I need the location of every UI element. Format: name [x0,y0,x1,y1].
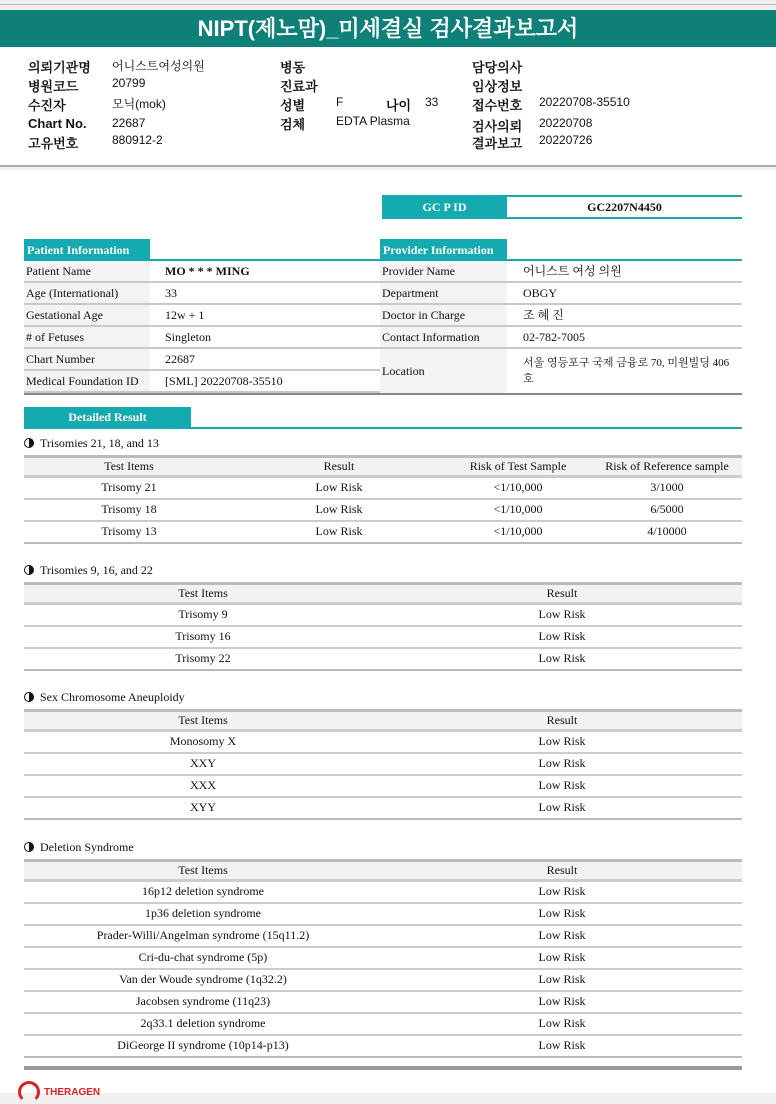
patient-field-label: Medical Foundation ID [24,371,150,391]
info-tables [24,239,742,393]
table-cell: Prader-Willi/Angelman syndrome (15q11.2) [24,925,382,947]
table-cell: XXX [24,775,382,797]
table-row [24,626,742,648]
info-row [24,283,742,305]
table-cell: Low Risk [382,947,742,969]
table-cell: Low Risk [234,521,444,543]
table-cell: Monosomy X [24,731,382,753]
table-header-row [24,457,742,477]
patient-field-label: Chart Number [24,349,150,369]
table-cell: Low Risk [382,969,742,991]
top-border [0,4,776,5]
table-cell: Low Risk [234,477,444,499]
theragen-logo [18,1081,100,1103]
table-cell: Low Risk [382,1013,742,1035]
table-cell: 16p12 deletion syndrome [24,881,382,903]
section-title [24,562,742,582]
table-cell: Jacobsen syndrome (11q23) [24,991,382,1013]
patient-info-title: Patient Information [24,239,150,259]
value: EDTA Plasma [336,114,410,128]
table-header-row [24,584,742,604]
info-row [24,305,742,327]
label: 검체 [280,117,306,132]
value: 33 [425,95,439,109]
label: 성별 [280,98,306,113]
value: 어니스트여성의원 [112,59,205,73]
provider-field-value: 02-782-7005 [523,330,585,344]
table-cell: XXY [24,753,382,775]
table-cell: Low Risk [382,648,742,670]
table-cell: <1/10,000 [444,477,592,499]
table-row [24,881,742,903]
table-row [24,947,742,969]
patient-field-label: Age (International) [24,283,150,303]
provider-field-label: Contact Information [380,327,507,347]
label: 나이 [386,98,412,113]
table-cell: Trisomy 22 [24,648,382,670]
patient-field-value: 33 [165,286,177,300]
result-table [24,709,742,820]
label: 병동 [280,60,306,75]
info-row [24,327,742,349]
label: 병원코드 [28,79,79,94]
value: 20220726 [539,133,593,147]
table-cell: Low Risk [382,626,742,648]
logo-icon [18,1081,40,1103]
table-cell: Cri-du-chat syndrome (5p) [24,947,382,969]
column-header: Result [234,457,444,477]
section-title-text: Deletion Syndrome [40,840,134,854]
gc-pid-label: GC P ID [382,197,507,217]
result-section [24,689,742,820]
table-cell: Van der Woude syndrome (1q32.2) [24,969,382,991]
section-title-text: Trisomies 21, 18, and 13 [40,436,159,450]
value: 20220708-35510 [539,95,630,109]
section-title [24,689,742,709]
table-cell: Low Risk [382,604,742,626]
table-cell: Low Risk [234,499,444,521]
patient-field-value: 12w + 1 [165,308,205,322]
table-header-row [24,861,742,881]
value: 20799 [112,76,146,90]
table-cell: 3/1000 [592,477,742,499]
table-cell: XYY [24,797,382,819]
table-cell: Trisomy 16 [24,626,382,648]
provider-info-title: Provider Information [380,239,507,259]
provider-field-value: OBGY [523,286,558,300]
table-row [24,604,742,626]
table-cell: Low Risk [382,1035,742,1057]
table-row [24,903,742,925]
label: Chart No. [28,116,87,131]
half-circle-icon [24,842,34,852]
detailed-result-title: Detailed Result [24,407,191,427]
table-cell: 1p36 deletion syndrome [24,903,382,925]
table-row [24,499,742,521]
table-row [24,969,742,991]
table-cell: 6/5000 [592,499,742,521]
label: 접수번호 [472,98,523,113]
detailed-result-header [24,407,742,429]
patient-field-label: # of Fetuses [24,327,150,347]
gc-pid [382,195,742,219]
table-row [24,925,742,947]
report-page [0,170,776,1098]
patient-field-value: Singleton [165,330,212,344]
table-cell: 4/10000 [592,521,742,543]
table-row [24,521,742,543]
column-header: Test Items [24,584,382,604]
value: 22687 [112,116,146,130]
column-header: Test Items [24,711,382,731]
table-row [24,797,742,819]
table-cell: Trisomy 13 [24,521,234,543]
table-header-row [24,711,742,731]
column-header: Result [382,861,742,881]
value: 20220708 [539,116,593,130]
table-cell: Low Risk [382,731,742,753]
table-cell: Low Risk [382,881,742,903]
table-row [24,648,742,670]
column-header: Test Items [24,457,234,477]
table-cell: Low Risk [382,775,742,797]
table-row [24,1013,742,1035]
column-header: Result [382,711,742,731]
table-cell: Low Risk [382,797,742,819]
result-section [24,562,742,671]
table-cell: <1/10,000 [444,521,592,543]
patient-field-value: 22687 [165,352,195,366]
value: 모닉(mok) [112,97,166,111]
value: 880912-2 [112,133,163,147]
report-title: NIPT(제노맘)_미세결실 검사결과보고서 [0,10,776,47]
value: F [336,95,344,109]
info-row [24,261,742,283]
provider-field-label: Doctor in Charge [380,305,507,325]
table-cell: Low Risk [382,903,742,925]
table-row [24,731,742,753]
footer-rule [24,1066,742,1070]
section-title [24,839,742,859]
label: 수진자 [28,98,66,113]
column-header: Risk of Test Sample [444,457,592,477]
table-row [24,991,742,1013]
column-header: Test Items [24,861,382,881]
table-row [24,775,742,797]
table-row [24,753,742,775]
column-header: Risk of Reference sample [592,457,742,477]
provider-field-value: 어니스트 여성 의원 [523,264,622,278]
label: 진료과 [280,79,318,94]
provider-field-value: 조 혜 진 [523,308,564,322]
patient-field-label: Patient Name [24,261,150,281]
result-table [24,455,742,544]
table-row [24,1035,742,1057]
table-cell: Low Risk [382,925,742,947]
location-row [380,349,742,393]
label: 결과보고 [472,136,523,151]
result-section [24,839,742,1058]
result-table [24,582,742,671]
section-title [24,435,742,455]
result-table [24,859,742,1058]
divider [0,165,776,167]
label: 고유번호 [28,136,79,151]
table-row [24,477,742,499]
table-cell: Trisomy 21 [24,477,234,499]
location-label: Location [380,349,507,393]
table-cell: Trisomy 18 [24,499,234,521]
provider-field-label: Department [380,283,507,303]
gc-pid-value: GC2207N4450 [587,200,662,214]
header-info [0,47,776,165]
result-section [24,435,742,544]
location-value: 서울 영등포구 국제 금융로 70, 미원빌딩 406호 [523,357,730,385]
section-title-text: Sex Chromosome Aneuploidy [40,690,185,704]
table-cell: 2q33.1 deletion syndrome [24,1013,382,1035]
label: 의뢰기관명 [28,60,91,75]
logo-text: THERAGEN [44,1086,101,1098]
table-cell: Low Risk [382,991,742,1013]
provider-field-label: Provider Name [380,261,507,281]
table-cell: <1/10,000 [444,499,592,521]
half-circle-icon [24,692,34,702]
label: 검사의뢰 [472,119,523,134]
table-cell: DiGeorge II syndrome (10p14-p13) [24,1035,382,1057]
section-title-text: Trisomies 9, 16, and 22 [40,563,153,577]
half-circle-icon [24,438,34,448]
patient-field-value: MO * * * MING [165,264,250,278]
label: 임상정보 [472,79,523,94]
table-cell: Low Risk [382,753,742,775]
label: 담당의사 [472,60,523,75]
column-header: Result [382,584,742,604]
table-cell: Trisomy 9 [24,604,382,626]
patient-field-value: [SML] 20220708-35510 [165,374,283,388]
half-circle-icon [24,565,34,575]
patient-field-label: Gestational Age [24,305,150,325]
